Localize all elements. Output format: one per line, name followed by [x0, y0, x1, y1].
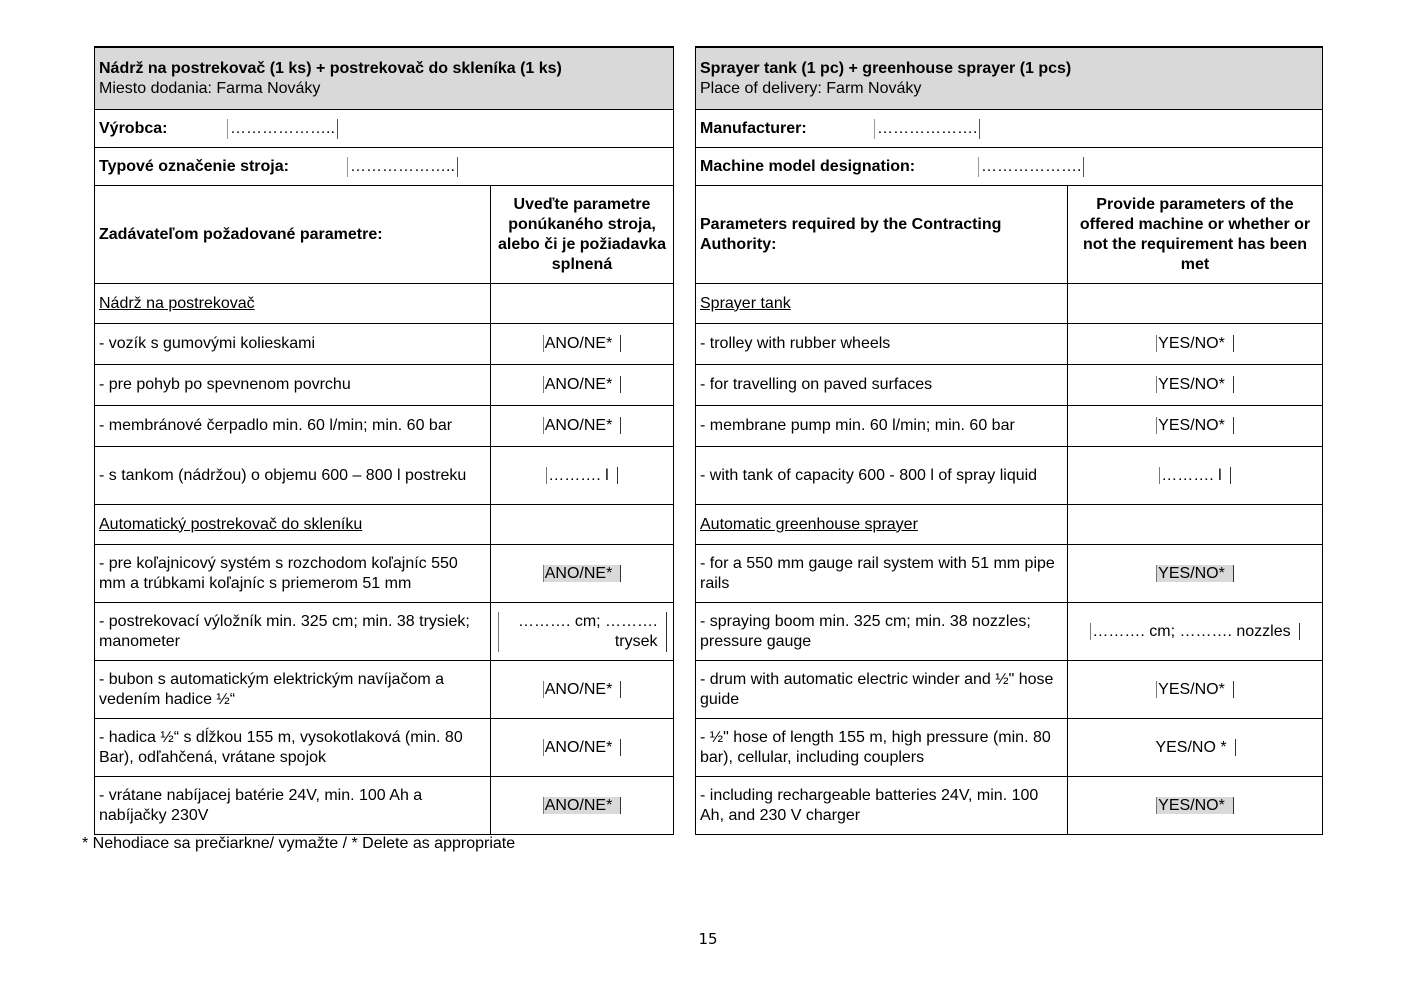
- param-text: - hadica ½“ s dĺžkou 155 m, vysokotlaková (min. 80 Bar), odľahčená, vrátane spojok: [95, 719, 491, 777]
- footnote: * Nehodiace sa prečiarkne/ vymažte / * Delete as appropriate: [82, 835, 516, 852]
- model-label: Machine model designation:: [700, 157, 916, 175]
- manufacturer-row: [95, 110, 674, 148]
- answer-field[interactable]: ………. cm; ………. nozzles: [1090, 623, 1299, 640]
- model-label: Typové označenie stroja:: [99, 157, 289, 175]
- manufacturer-field[interactable]: ……………….: [874, 119, 980, 139]
- manufacturer-row: [696, 110, 1323, 148]
- section-row: [95, 284, 674, 324]
- table-row: [696, 545, 1323, 603]
- param-text: - trolley with rubber wheels: [696, 324, 1068, 365]
- table-row: [95, 324, 674, 365]
- param-text: - for a 550 mm gauge rail system with 51 mm pipe rails: [696, 545, 1068, 603]
- model-field[interactable]: ……………….: [978, 157, 1084, 177]
- param-text: - ½" hose of length 155 m, high pressure (min. 80 bar), cellular, including couplers: [696, 719, 1068, 777]
- answer-field[interactable]: YES/NO*: [1156, 417, 1234, 434]
- answer-field[interactable]: ANO/NE*: [543, 335, 622, 352]
- column-header-offer: Provide parameters of the offered machine or whether or not the requirement has been met: [1068, 186, 1323, 284]
- param-text: - s tankom (nádržou) o objemu 600 – 800 l postreku: [95, 447, 491, 505]
- table-row: [95, 406, 674, 447]
- table-row: [696, 777, 1323, 835]
- answer-field[interactable]: YES/NO*: [1156, 797, 1234, 814]
- table-row: [95, 777, 674, 835]
- answer-field[interactable]: ………. l: [1159, 467, 1230, 484]
- column-header-params: Zadávateľom požadované parametre:: [95, 186, 491, 284]
- table-row: [696, 406, 1323, 447]
- table-row: [696, 365, 1323, 406]
- model-row: [95, 148, 674, 186]
- answer-field[interactable]: YES/NO*: [1156, 565, 1234, 582]
- answer-field[interactable]: ANO/NE*: [543, 797, 622, 814]
- table-row: [696, 719, 1323, 777]
- column-header-params: Parameters required by the Contracting Authority:: [696, 186, 1068, 284]
- param-text: - drum with automatic electric winder and ½" hose guide: [696, 661, 1068, 719]
- section-row: [696, 284, 1323, 324]
- column-header-offer: Uveďte parametre ponúkaného stroja, alebo či je požiadavka splnená: [491, 186, 674, 284]
- param-text: - vrátane nabíjacej batérie 24V, min. 100 Ah a nabíjačky 230V: [95, 777, 491, 835]
- param-text: - with tank of capacity 600 - 800 l of spray liquid: [696, 447, 1068, 505]
- model-row: [696, 148, 1323, 186]
- param-text: - membrane pump min. 60 l/min; min. 60 bar: [696, 406, 1068, 447]
- answer-field[interactable]: ANO/NE*: [543, 681, 622, 698]
- section-row: [95, 505, 674, 545]
- table-row: [95, 661, 674, 719]
- param-text: - pre pohyb po spevnenom povrchu: [95, 365, 491, 406]
- table-title-cell: [95, 47, 674, 110]
- slovak-parameters-table: [94, 46, 674, 835]
- section-title: Nádrž na postrekovač: [95, 284, 491, 324]
- page-number: 15: [698, 930, 718, 948]
- manufacturer-label: Manufacturer:: [700, 119, 807, 137]
- table-row: [95, 365, 674, 406]
- table-title: Sprayer tank (1 pc) + greenhouse sprayer (1 pcs): [700, 59, 1072, 77]
- table-header-row: [95, 47, 674, 110]
- model-field[interactable]: ………………..: [347, 157, 458, 177]
- answer-field[interactable]: ANO/NE*: [543, 376, 622, 393]
- section-title: Automatic greenhouse sprayer: [696, 505, 1068, 545]
- section-title: Automatický postrekovač do skleníku: [95, 505, 491, 545]
- param-text: - bubon s automatickým elektrickým navíjačom a vedením hadice ½“: [95, 661, 491, 719]
- column-header-row: [696, 186, 1323, 284]
- answer-field[interactable]: ………. l: [546, 467, 617, 484]
- param-text: - including rechargeable batteries 24V, min. 100 Ah, and 230 V charger: [696, 777, 1068, 835]
- param-text: - postrekovací výložník min. 325 cm; min. 38 trysiek; manometer: [95, 603, 491, 661]
- answer-field[interactable]: ANO/NE*: [543, 739, 622, 756]
- table-title-cell: [696, 47, 1323, 110]
- answer-field[interactable]: ANO/NE*: [543, 565, 622, 582]
- table-header-row: [696, 47, 1323, 110]
- param-text: - membránové čerpadlo min. 60 l/min; min. 60 bar: [95, 406, 491, 447]
- table-row: [696, 603, 1323, 661]
- table-row: [95, 447, 674, 505]
- manufacturer-label: Výrobca:: [99, 119, 168, 137]
- param-text: - vozík s gumovými kolieskami: [95, 324, 491, 365]
- section-row: [696, 505, 1323, 545]
- answer-field[interactable]: ANO/NE*: [543, 417, 622, 434]
- table-row: [95, 603, 674, 661]
- table-row: [696, 324, 1323, 365]
- answer-field[interactable]: YES/NO*: [1156, 335, 1234, 352]
- column-header-row: [95, 186, 674, 284]
- answer-field[interactable]: ………. cm; ………. trysek: [498, 612, 667, 652]
- answer-field[interactable]: YES/NO*: [1156, 681, 1234, 698]
- delivery-place: Miesto dodania: Farma Nováky: [99, 79, 321, 97]
- answer-field[interactable]: YES/NO*: [1156, 376, 1234, 393]
- table-row: [95, 719, 674, 777]
- param-text: - pre koľajnicový systém s rozchodom koľajníc 550 mm a trúbkami koľajníc s priemerom 51 mm: [95, 545, 491, 603]
- param-text: - spraying boom min. 325 cm; min. 38 nozzles; pressure gauge: [696, 603, 1068, 661]
- param-text: - for travelling on paved surfaces: [696, 365, 1068, 406]
- section-title: Sprayer tank: [696, 284, 1068, 324]
- table-row: [696, 661, 1323, 719]
- english-parameters-table: [695, 46, 1323, 835]
- table-row: [95, 545, 674, 603]
- answer-field[interactable]: YES/NO *: [1154, 739, 1235, 756]
- table-row: [696, 447, 1323, 505]
- manufacturer-field[interactable]: ………………..: [227, 119, 338, 139]
- table-title: Nádrž na postrekovač (1 ks) + postrekovač do skleníka (1 ks): [99, 59, 562, 77]
- delivery-place: Place of delivery: Farm Nováky: [700, 79, 922, 97]
